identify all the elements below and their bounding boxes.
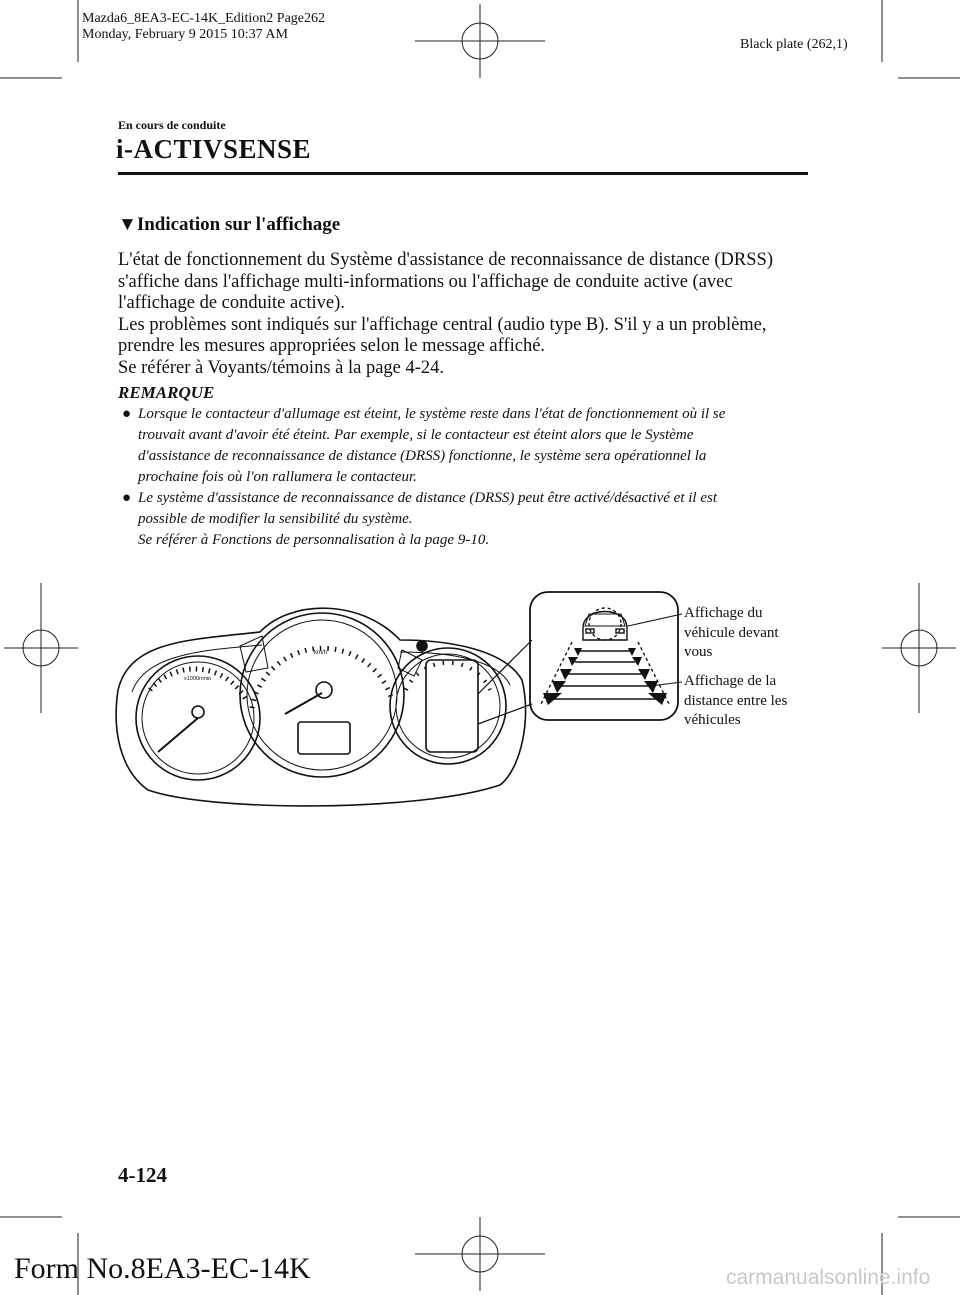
callout-line: Affichage du [684,605,763,621]
callout-line: distance entre les [684,692,788,709]
body-line: Se référer à Voyants/témoins à la page 4-24. [118,357,445,378]
note-line: d'assistance de reconnaissance de distance (DRSS) fonctionne, le système sera opérationnel la [138,448,707,464]
note-line: prochaine fois où l'on rallumera le contacteur. [138,469,417,485]
triangle-down-icon: ▼ [118,214,137,235]
callout-line: Affichage de la [684,673,777,689]
body-line: l'affichage de conduite active). [118,293,345,313]
chapter-title: i-ACTIVSENSE [116,134,312,164]
body-line: L'état de fonctionnement du Système d'assistance de reconnaissance de distance (DRSS) [118,250,773,270]
bullet-icon: ● [122,406,132,422]
subheading-text: Indication sur l'affichage [136,214,341,235]
bullet-icon: ● [122,490,132,506]
page-number: 4-124 [118,1163,167,1187]
distance-bars-icon [540,642,670,706]
note-line: Le système d'assistance de reconnaissance de distance (DRSS) peut être activé/désactivé et il est [138,490,718,506]
body-line: Les problèmes sont indiqués sur l'affichage central (audio type B). S'il y a un problème, [118,314,767,335]
body-line: prendre les mesures appropriées selon le message affiché. [118,336,546,356]
callout-vehicle-ahead [684,604,779,663]
plate-label: Black plate (262,1) [740,37,848,52]
tachometer-unit: x1000r/min [184,676,212,682]
note-line: Lorsque le contacteur d'allumage est éteint, le système reste dans l'état de fonctionnement où il se [138,406,726,422]
section-label: En cours de conduite [118,118,226,132]
note-title: REMARQUE [118,383,215,402]
form-number: Form No.8EA3-EC-14K [14,1252,311,1285]
drss-display-zoom [530,592,678,720]
multi-information-display [426,660,478,752]
vehicle-ahead-icon [583,608,627,640]
note-line: trouvait avant d'avoir été éteint. Par exemple, si le contacteur est éteint alors que le Système [138,427,694,443]
body-line: s'affiche dans l'affichage multi-informations ou l'affichage de conduite active (avec [118,271,733,292]
callout-line: vous [684,644,713,660]
watermark: carmanualsonline.info [726,1266,931,1289]
callout-line: véhicules [684,712,741,728]
callout-distance [684,672,787,731]
note-line: possible de modifier la sensibilité du système. [138,511,413,527]
speedometer-unit: km/h [314,650,328,656]
callout-line: véhicule devant [684,624,779,641]
note-line: Se référer à Fonctions de personnalisation à la page 9-10. [138,532,490,548]
print-file-line: Mazda6_8EA3-EC-14K_Edition2 Page262 [82,11,326,26]
print-date-line: Monday, February 9 2015 10:37 AM [82,27,288,42]
speedometer-lcd [298,722,350,754]
